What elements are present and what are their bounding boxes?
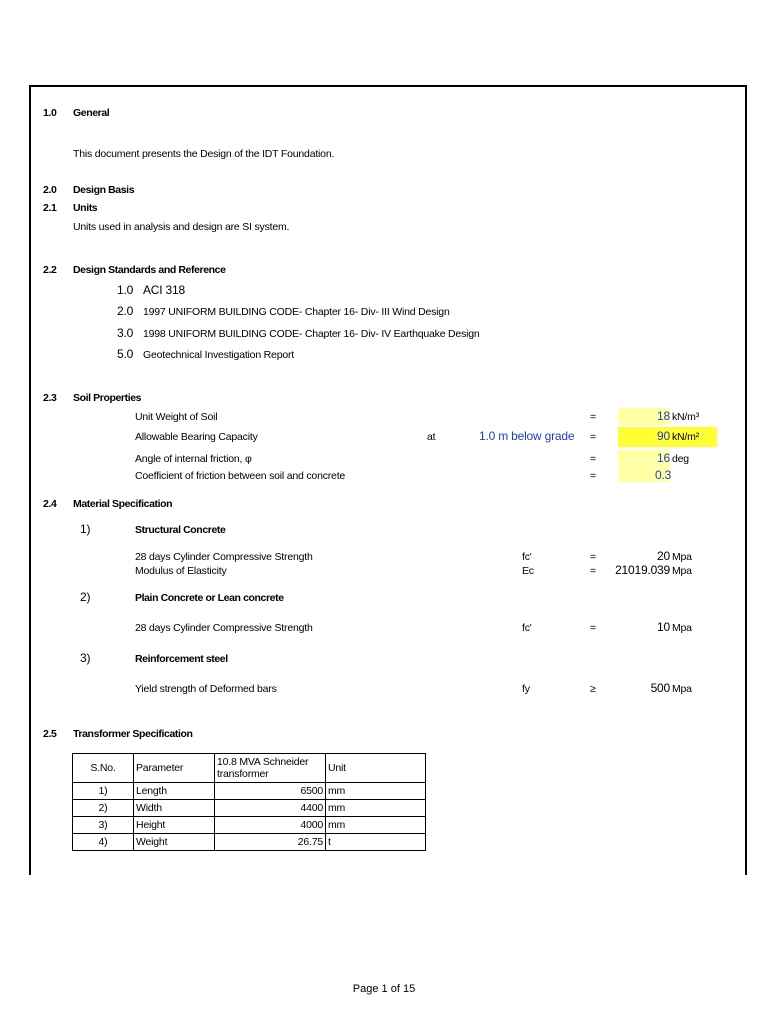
table-row: [73, 834, 426, 851]
table-row: [73, 783, 426, 800]
material-value: 21019.039: [615, 563, 670, 577]
property-value: 90: [657, 429, 670, 443]
reference-number: 1.0: [117, 283, 134, 297]
table-cell-value: 26.75: [215, 834, 326, 851]
section-number: 2.0: [43, 184, 57, 196]
equals-sign: =: [590, 431, 596, 443]
material-symbol: fy: [522, 683, 530, 695]
reference-text: 1997 UNIFORM BUILDING CODE- Chapter 16- Div- III Wind Design: [143, 306, 450, 318]
reference-number: 2.0: [117, 304, 134, 318]
table-header-cell: Parameter: [134, 754, 215, 783]
subsection-title: Structural Concrete: [135, 524, 226, 536]
equals-sign: =: [590, 470, 596, 482]
material-label: Yield strength of Deformed bars: [135, 683, 277, 695]
section-number: 2.1: [43, 202, 57, 214]
section-number: 2.4: [43, 498, 57, 510]
material-label: Modulus of Elasticity: [135, 565, 227, 577]
section-title: Transformer Specification: [73, 728, 193, 740]
property-unit: kN/m³: [672, 411, 699, 423]
property-unit: deg: [672, 453, 689, 465]
reference-text: 1998 UNIFORM BUILDING CODE- Chapter 16- Div- IV Earthquake Design: [143, 328, 480, 340]
material-value: 500: [650, 681, 670, 695]
table-cell-unit: t: [326, 834, 426, 851]
paragraph: This document presents the Design of the IDT Foundation.: [73, 148, 335, 160]
equals-sign: =: [590, 551, 596, 563]
property-value: 0.3: [655, 468, 672, 482]
table-cell-value: 6500: [215, 783, 326, 800]
equals-sign: =: [590, 453, 596, 465]
section-title: Units: [73, 202, 98, 214]
depth-value: 1.0 m below grade: [479, 429, 575, 443]
section-number: 2.2: [43, 264, 57, 276]
table-cell-parameter: Height: [134, 817, 215, 834]
table-cell-unit: mm: [326, 800, 426, 817]
table-header-cell: S.No.: [73, 754, 134, 783]
material-label: 28 days Cylinder Compressive Strength: [135, 622, 313, 634]
equals-sign: =: [590, 411, 596, 423]
reference-number: 5.0: [117, 347, 134, 361]
subsection-number: 2): [80, 590, 91, 604]
reference-text: Geotechnical Investigation Report: [143, 349, 294, 361]
table-cell-parameter: Length: [134, 783, 215, 800]
table-cell-sno: 2): [73, 800, 134, 817]
property-label: Angle of internal friction, φ: [135, 453, 252, 465]
property-label: Allowable Bearing Capacity: [135, 431, 258, 443]
table-cell-value: 4400: [215, 800, 326, 817]
table-row: [73, 800, 426, 817]
reference-text: ACI 318: [143, 283, 185, 297]
section-number: 2.5: [43, 728, 57, 740]
property-unit: kN/m²: [672, 431, 699, 443]
property-label: Coefficient of friction between soil and concrete: [135, 470, 346, 482]
material-unit: Mpa: [672, 551, 692, 563]
paragraph: Units used in analysis and design are SI system.: [73, 221, 290, 233]
material-symbol: fc': [522, 551, 532, 563]
material-unit: Mpa: [672, 683, 692, 695]
table-cell-sno: 4): [73, 834, 134, 851]
material-label: 28 days Cylinder Compressive Strength: [135, 551, 313, 563]
property-label: Unit Weight of Soil: [135, 411, 218, 423]
table-header-row: [73, 754, 426, 783]
section-title: General: [73, 107, 110, 119]
greater-equal-sign: ≥: [590, 683, 596, 695]
subsection-title: Reinforcement steel: [135, 653, 228, 665]
table-row: [73, 817, 426, 834]
material-unit: Mpa: [672, 565, 692, 577]
table-header-cell: Unit: [326, 754, 426, 783]
material-unit: Mpa: [672, 622, 692, 634]
section-title: Soil Properties: [73, 392, 142, 404]
table-cell-parameter: Width: [134, 800, 215, 817]
material-symbol: Ec: [522, 565, 534, 577]
section-title: Design Standards and Reference: [73, 264, 226, 276]
table-cell-value: 4000: [215, 817, 326, 834]
table-cell-parameter: Weight: [134, 834, 215, 851]
material-value: 10: [657, 620, 670, 634]
property-value: 16: [657, 451, 670, 465]
equals-sign: =: [590, 565, 596, 577]
table-cell-unit: mm: [326, 783, 426, 800]
section-title: Material Specification: [73, 498, 173, 510]
page-footer: Page 1 of 15: [352, 983, 416, 995]
subsection-number: 1): [80, 522, 91, 536]
at-label: at: [427, 431, 436, 443]
reference-number: 3.0: [117, 326, 134, 340]
property-value: 18: [657, 409, 670, 423]
subsection-number: 3): [80, 651, 91, 665]
table-cell-sno: 3): [73, 817, 134, 834]
material-value: 20: [657, 549, 670, 563]
equals-sign: =: [590, 622, 596, 634]
transformer-table: [72, 753, 426, 851]
material-symbol: fc': [522, 622, 532, 634]
section-title: Design Basis: [73, 184, 135, 196]
subsection-title: Plain Concrete or Lean concrete: [135, 592, 284, 604]
section-number: 1.0: [43, 107, 57, 119]
table-cell-unit: mm: [326, 817, 426, 834]
table-header-cell: 10.8 MVA Schneider transformer: [215, 754, 326, 783]
section-number: 2.3: [43, 392, 57, 404]
table-cell-sno: 1): [73, 783, 134, 800]
